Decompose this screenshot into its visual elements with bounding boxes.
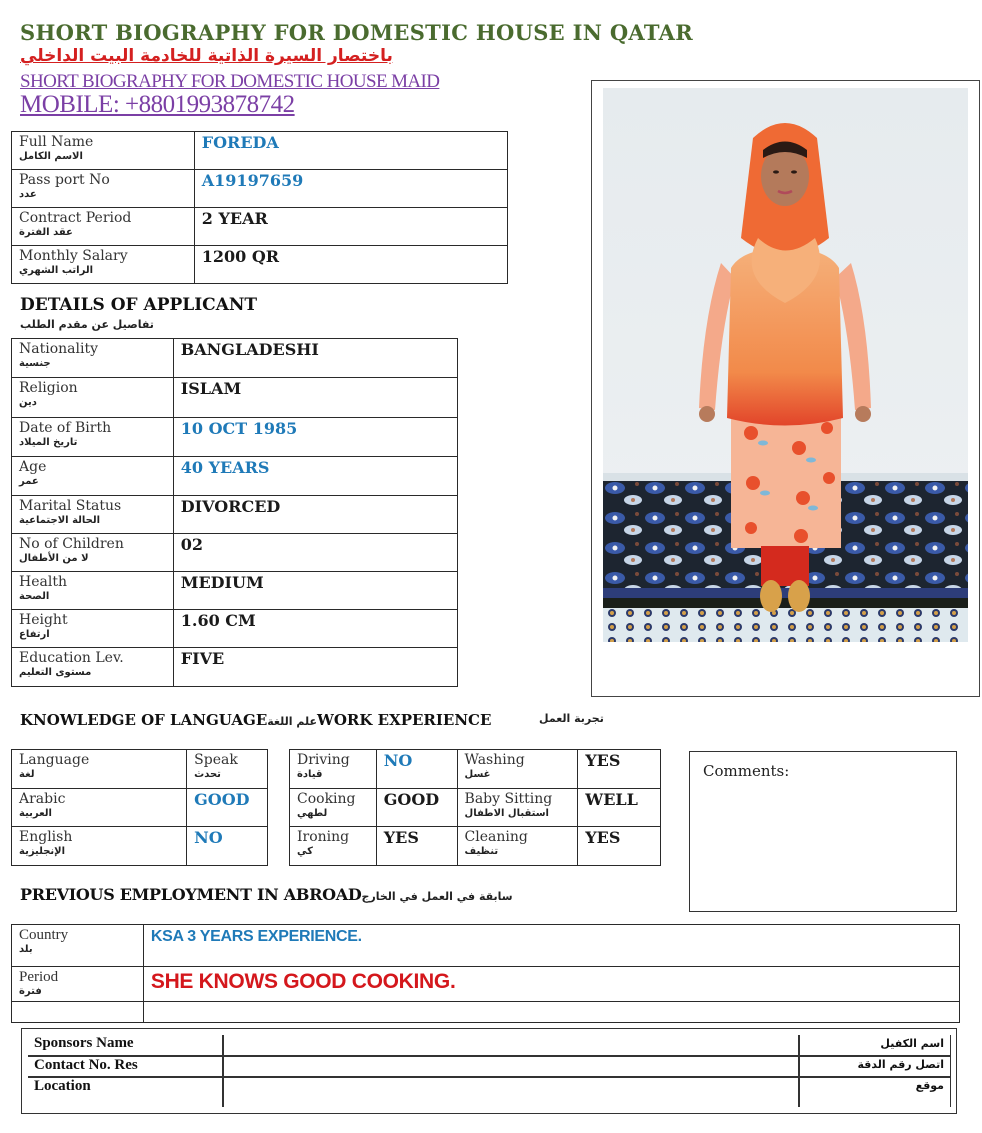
details-heading-ar: تفاصيل عن مقدم الطلب xyxy=(20,318,154,331)
language-heading-text: KNOWLEDGE OF LANGUAGE xyxy=(20,711,268,729)
applicant-photo[interactable] xyxy=(603,88,968,642)
page-title: SHORT BIOGRAPHY FOR DOMESTIC HOUSE IN QATAR xyxy=(20,20,693,45)
field-label: Height xyxy=(19,612,68,628)
page-subtitle: SHORT BIOGRAPHY FOR DOMESTIC HOUSE MAID xyxy=(20,71,440,92)
driving-value: NO xyxy=(383,751,413,770)
washing-value: YES xyxy=(585,751,621,770)
field-label-ar: الاسم الكامل xyxy=(19,151,83,162)
cooking-value: GOOD xyxy=(383,790,440,809)
contract-row-salary xyxy=(12,246,508,284)
skill-label-ar: كي xyxy=(297,846,313,857)
location-label: Location xyxy=(34,1078,91,1094)
language-row-english xyxy=(12,827,268,866)
contact-no-label-ar: اتصل رقم الدقة xyxy=(857,1058,944,1071)
field-label-ar: الحالة الاجتماعية xyxy=(19,515,101,526)
skill-label-ar: لطهي xyxy=(297,808,328,819)
empty-cell xyxy=(12,1002,144,1023)
work-heading-text: WORK EXPERIENCE xyxy=(317,711,492,729)
field-label: Nationality xyxy=(19,341,98,357)
sponsor-name-label-ar: اسم الكفيل xyxy=(880,1037,944,1050)
details-row xyxy=(12,572,458,610)
field-label: Marital Status xyxy=(19,498,122,514)
details-row xyxy=(12,457,458,496)
contract-table xyxy=(11,131,508,284)
age-value: 40 YEARS xyxy=(180,458,270,477)
language-table xyxy=(11,749,268,866)
field-label-ar: جنسية xyxy=(19,358,51,369)
english-speak-value: NO xyxy=(194,828,223,847)
nationality-value: BANGLADESHI xyxy=(180,340,319,359)
sponsor-name-field[interactable] xyxy=(225,1035,797,1054)
sponsor-name-label: Sponsors Name xyxy=(34,1035,134,1051)
previous-row-country xyxy=(12,925,960,967)
language-heading-ar: علم اللغة xyxy=(267,715,317,728)
field-label-ar: دين xyxy=(19,397,37,408)
work-heading-ar: تجربة العمل xyxy=(539,712,604,725)
arabic-speak-value: GOOD xyxy=(194,790,250,809)
skill-label-ar: تنظيف xyxy=(464,846,499,857)
location-label-ar: موقع xyxy=(915,1079,944,1092)
details-table xyxy=(11,338,458,687)
previous-row-empty xyxy=(12,1002,960,1023)
country-value: KSA 3 YEARS EXPERIENCE. xyxy=(150,928,362,945)
field-label-ar: عدد xyxy=(19,189,37,200)
skill-label: Baby Sitting xyxy=(464,791,553,807)
marital-status-value: DIVORCED xyxy=(180,497,281,516)
skill-label-ar: قيادة xyxy=(297,769,323,780)
skill-label: Washing xyxy=(464,752,525,768)
health-value: MEDIUM xyxy=(180,573,264,592)
baby-sitting-value: WELL xyxy=(585,790,638,809)
sponsor-divider-right xyxy=(798,1035,800,1107)
field-label-ar: الراتب الشهري xyxy=(19,265,93,276)
details-row xyxy=(12,648,458,687)
previous-row-period xyxy=(12,967,960,1002)
field-label-ar: بلد xyxy=(19,944,33,955)
language-name: Arabic xyxy=(19,791,66,807)
skill-label-ar: غسل xyxy=(464,769,491,780)
skill-label: Cleaning xyxy=(464,829,528,845)
speak-col-header-ar: تحدث xyxy=(194,769,221,780)
details-heading: DETAILS OF APPLICANT xyxy=(20,295,258,315)
details-row xyxy=(12,378,458,418)
language-col-header-ar: لغة xyxy=(19,769,35,780)
field-label: Country xyxy=(19,927,69,943)
field-label-ar: الصحة xyxy=(19,591,50,602)
religion-value: ISLAM xyxy=(180,379,242,398)
language-name-ar: الإنجليزية xyxy=(19,846,66,857)
details-row xyxy=(12,418,458,457)
field-label: Age xyxy=(19,459,47,475)
field-label-ar: تاريخ الميلاد xyxy=(19,437,78,448)
date-of-birth-value: 10 OCT 1985 xyxy=(180,419,298,438)
details-row xyxy=(12,610,458,648)
work-row xyxy=(290,827,661,866)
language-col-header: Language xyxy=(19,752,90,768)
ironing-value: YES xyxy=(383,828,419,847)
skill-label-ar: استقبال الاطفال xyxy=(464,808,549,819)
contract-period-value: 2 YEAR xyxy=(201,209,268,228)
speak-col-header: Speak xyxy=(194,752,238,768)
field-label: Contract Period xyxy=(19,210,132,226)
person-photo-icon xyxy=(603,88,968,642)
sponsor-box xyxy=(21,1028,957,1114)
field-label-ar: عقد الفترة xyxy=(19,227,73,238)
field-label: Pass port No xyxy=(19,172,110,188)
skill-label: Driving xyxy=(297,752,350,768)
skill-label: Ironing xyxy=(297,829,350,845)
previous-heading-ar: سابقة في العمل في الخارج xyxy=(361,890,513,903)
education-value: FIVE xyxy=(180,649,225,668)
skill-label: Cooking xyxy=(297,791,356,807)
work-row xyxy=(290,789,661,827)
work-row xyxy=(290,750,661,789)
contract-row-passport xyxy=(12,170,508,208)
field-label: Education Lev. xyxy=(19,650,124,666)
period-value: SHE KNOWS GOOD COOKING. xyxy=(150,970,456,993)
field-label: No of Children xyxy=(19,536,124,552)
field-label: Full Name xyxy=(19,134,94,150)
language-name-ar: العربية xyxy=(19,808,52,819)
field-label-ar: مستوى التعليم xyxy=(19,667,92,678)
language-row-arabic xyxy=(12,789,268,827)
comments-label: Comments: xyxy=(703,762,790,780)
empty-cell xyxy=(143,1002,959,1023)
field-label-ar: فترة xyxy=(19,986,42,997)
cleaning-value: YES xyxy=(585,828,621,847)
details-row xyxy=(12,496,458,534)
location-field[interactable] xyxy=(225,1078,797,1106)
field-label-ar: لا من الأطفال xyxy=(19,553,89,564)
field-label: Date of Birth xyxy=(19,420,112,436)
field-label: Religion xyxy=(19,380,78,396)
mobile-number[interactable]: MOBILE: +8801993878742 xyxy=(20,91,295,118)
field-label-ar: عمر xyxy=(19,476,39,487)
height-value: 1.60 CM xyxy=(180,611,256,630)
details-row xyxy=(12,534,458,572)
field-label: Health xyxy=(19,574,67,590)
full-name-value: FOREDA xyxy=(201,133,279,152)
field-label: Period xyxy=(19,969,59,985)
previous-heading-text: PREVIOUS EMPLOYMENT IN ABROAD xyxy=(20,885,362,904)
previous-employment-table xyxy=(11,924,960,1023)
field-label-ar: ارتفاع xyxy=(19,629,50,640)
contact-no-field[interactable] xyxy=(225,1057,797,1076)
children-value: 02 xyxy=(180,535,203,554)
previous-employment-heading xyxy=(20,885,513,904)
sponsor-divider-edge xyxy=(950,1035,952,1107)
contract-row-period xyxy=(12,208,508,246)
arabic-title: باختصار السيرة الذاتية للخادمة البيت الداخلي xyxy=(20,46,393,66)
language-heading xyxy=(20,711,491,729)
sponsor-divider-left xyxy=(222,1035,224,1107)
details-row xyxy=(12,339,458,378)
monthly-salary-value: 1200 QR xyxy=(201,247,280,266)
field-label: Monthly Salary xyxy=(19,248,128,264)
comments-box[interactable] xyxy=(689,751,957,912)
work-experience-table xyxy=(289,749,661,866)
contract-row-full-name xyxy=(12,132,508,170)
language-name: English xyxy=(19,829,73,845)
passport-value: A19197659 xyxy=(201,171,304,190)
contact-no-label: Contact No. Res xyxy=(34,1057,138,1073)
language-header-row xyxy=(12,750,268,789)
